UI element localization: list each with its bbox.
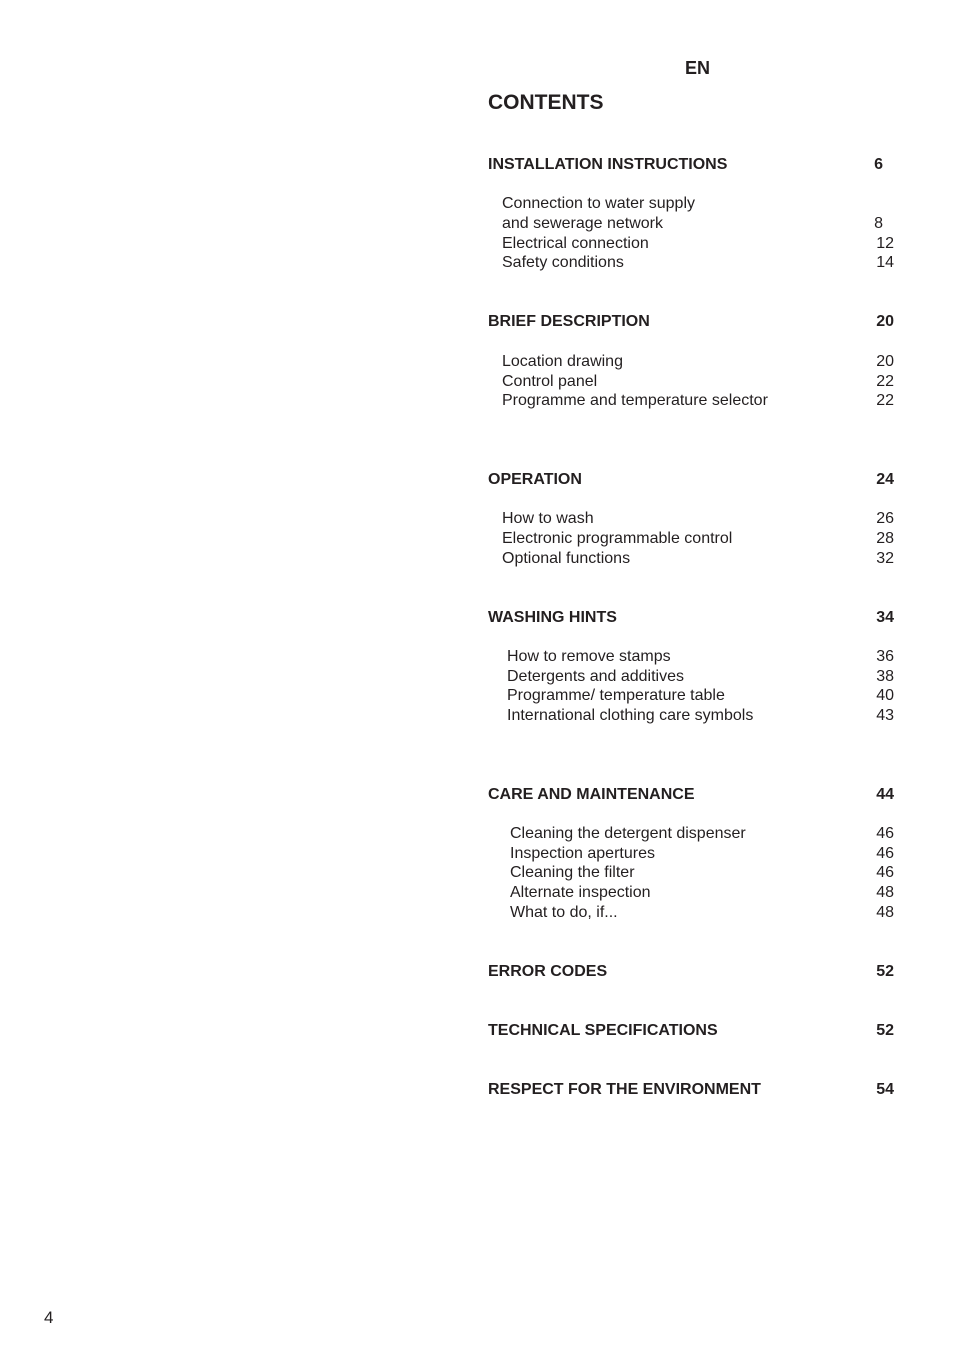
toc-page-number: 34	[876, 609, 894, 626]
toc-section-technical-specifications[interactable]	[488, 1021, 894, 1041]
toc-entry-page: 48	[876, 904, 894, 921]
page-number: 4	[44, 1308, 54, 1327]
toc-entry-label: and sewerage network	[502, 215, 663, 232]
toc-entry[interactable]	[488, 352, 894, 372]
toc-entry-label: Electronic programmable control	[502, 530, 733, 547]
toc-entry-label: Programme/ temperature table	[507, 687, 725, 704]
toc-entry-label: How to remove stamps	[507, 648, 671, 665]
toc-section-care-maintenance[interactable]	[488, 785, 894, 805]
toc-entry-page: 46	[876, 864, 894, 881]
toc-heading: OPERATION	[488, 471, 582, 488]
toc-section-brief-description[interactable]	[488, 312, 894, 332]
toc-entry[interactable]	[488, 529, 894, 549]
toc-entry-label: What to do, if...	[510, 904, 618, 921]
toc-entry[interactable]	[488, 883, 894, 903]
toc-page-number: 44	[876, 786, 894, 803]
toc-section-environment[interactable]	[488, 1080, 894, 1100]
toc-heading: CARE AND MAINTENANCE	[488, 786, 695, 803]
toc-entry[interactable]	[488, 372, 894, 392]
toc-entry[interactable]	[488, 863, 894, 883]
toc-entry-label: Alternate inspection	[510, 884, 651, 901]
toc-entry[interactable]	[488, 667, 894, 687]
toc-entry-label: Cleaning the detergent dispenser	[510, 825, 746, 842]
toc-entry[interactable]	[488, 647, 894, 667]
toc-entry-page: 28	[876, 530, 894, 547]
toc-entry-page: 26	[876, 510, 894, 527]
toc-entry-label: Control panel	[502, 373, 598, 390]
toc-entry-label: Electrical connection	[502, 235, 649, 252]
language-code: EN	[685, 58, 711, 78]
toc-heading: ERROR CODES	[488, 963, 608, 980]
toc-entry-label: International clothing care symbols	[507, 707, 754, 724]
toc-entry-label: Cleaning the filter	[510, 864, 635, 881]
toc-entry-label: Location drawing	[502, 353, 623, 370]
toc-entry[interactable]	[488, 214, 894, 234]
toc-heading: RESPECT FOR THE ENVIRONMENT	[488, 1081, 761, 1098]
toc-entry[interactable]	[488, 391, 894, 411]
toc-entry-label: Safety conditions	[502, 254, 624, 271]
toc-entry-label: Inspection apertures	[510, 845, 655, 862]
toc-entry[interactable]	[488, 194, 894, 214]
toc-page-number: 52	[876, 963, 894, 980]
toc-heading: WASHING HINTS	[488, 609, 617, 626]
toc-heading: INSTALLATION INSTRUCTIONS	[488, 156, 728, 173]
toc-entry[interactable]	[488, 234, 894, 254]
toc-entry-label: Optional functions	[502, 550, 631, 567]
toc-entry[interactable]	[488, 686, 894, 706]
toc-entry-page: 38	[876, 668, 894, 685]
toc-entry-page: 22	[876, 392, 894, 409]
toc-entry-page: 36	[876, 648, 894, 665]
toc-entry-page: 43	[876, 707, 894, 724]
toc-entry[interactable]	[488, 844, 894, 864]
toc-entry-page: 20	[876, 353, 894, 370]
toc-entry-page: 8	[874, 215, 883, 232]
toc-page-number: 20	[876, 313, 894, 330]
toc-entry-label: How to wash	[502, 510, 594, 527]
toc-page-number: 24	[876, 471, 894, 488]
toc-section-washing-hints[interactable]	[488, 608, 894, 628]
toc-entry-page: 22	[876, 373, 894, 390]
toc-entry-page: 12	[876, 235, 894, 252]
toc-entry[interactable]	[488, 706, 894, 726]
toc-page-number: 6	[874, 156, 883, 173]
toc-entry-page: 46	[876, 845, 894, 862]
toc-entry-page: 46	[876, 825, 894, 842]
toc-entry-page: 14	[876, 254, 894, 271]
toc-entry-label: Connection to water supply	[502, 195, 695, 212]
toc-entry[interactable]	[488, 824, 894, 844]
toc-entry-page: 32	[876, 550, 894, 567]
toc-entry-label: Programme and temperature selector	[502, 392, 768, 409]
toc-section-installation[interactable]	[488, 155, 894, 175]
toc-heading: BRIEF DESCRIPTION	[488, 313, 650, 330]
toc-section-error-codes[interactable]	[488, 962, 894, 982]
toc-entry[interactable]	[488, 903, 894, 923]
page-title: CONTENTS	[488, 91, 604, 114]
toc-entry-page: 48	[876, 884, 894, 901]
toc-page-number: 54	[876, 1081, 894, 1098]
toc-entry[interactable]	[488, 509, 894, 529]
toc-page-number: 52	[876, 1022, 894, 1039]
toc-entry-page: 40	[876, 687, 894, 704]
toc-heading: TECHNICAL SPECIFICATIONS	[488, 1022, 718, 1039]
toc-section-operation[interactable]	[488, 470, 894, 490]
toc-entry-label: Detergents and additives	[507, 668, 684, 685]
toc-entry[interactable]	[488, 253, 894, 273]
toc-entry[interactable]	[488, 549, 894, 569]
